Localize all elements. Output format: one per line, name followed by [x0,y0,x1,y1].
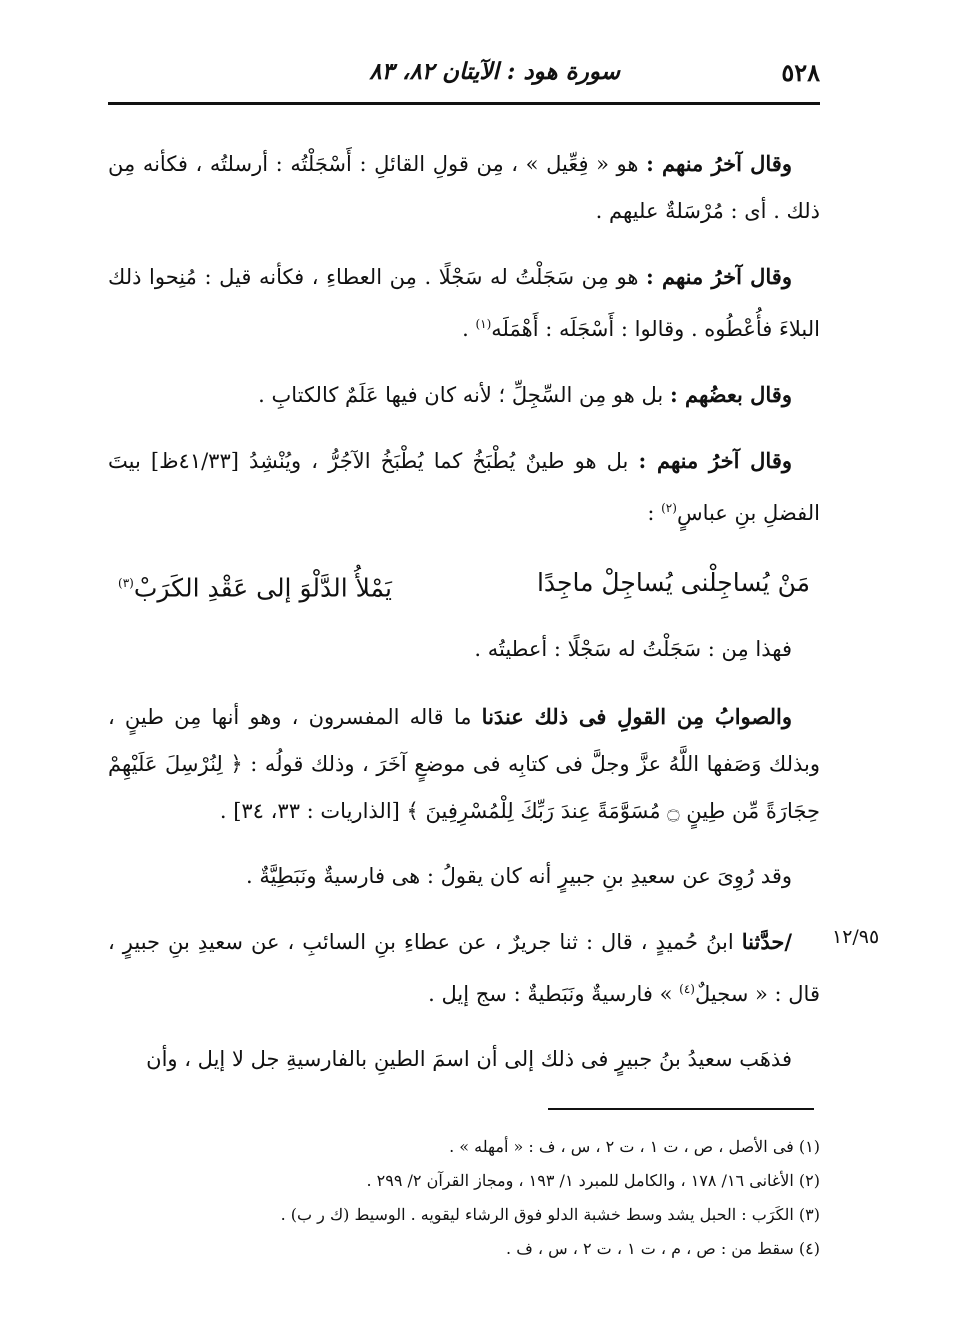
paragraph-text: بل هو طينٌ يُطْبَخُ كما يُطْبَخُ الآجُرُّ ، ويُنْشِدُ [٤١/٣٣ظ] بيتَ الفضلِ بنِ عباسٍ [108,449,820,525]
footnote-3: (٣) الكَرَب : الحبل يشد وسط خشبة الدلو فوق الرشاء ليقويه . الوسيط (ك ر ب) . [280,1205,820,1224]
paragraph-tail: » فارسيةٌ ونَبَطيةٌ : سج إيل . [428,982,680,1007]
paragraph-text: وقد رُوِىَ عن سعيدِ بنِ جبيرٍ أنه كان يقولُ : هى فارسيةٌ ونَبَطِيَّةٌ . [246,864,792,889]
paragraph-text: ما قاله المفسرون ، وهو أنها مِن طينٍ ، وبذلك وَصَفها اللَّهُ عزَّ وجلَّ فى كتابِه فى موضعٍ آخَرَ ، وذلك قولُه : ﴿ لِنُرْسِلَ عَلَيْهِمْ حِجَارَةً مِّن طِينٍ ۝ مُسَوَّمَةً عِندَ رَبِّكَ لِلْمُسْرِفِينَ ﴾ [الذاريات : ٣٣، ٣٤] . [108,705,820,824]
poetry-verse [108,555,820,616]
verse-hemistich-1: مَنْ يُساجِلْنى يُساجِلْ ماجِدًا [536,568,810,597]
paragraph-lead: وقال آخرُ منهم : [638,448,793,473]
paragraph-text: هو « فِعِّيل » ، مِن قولِ القائلِ : أَسْجَلْتُه : أرسلتُه ، فكأنه مِن ذلك . أى : مُرْسَلةٌ عليهم . [108,152,820,223]
paragraph-2 [108,253,820,353]
footnotes [200,1130,820,1266]
paragraph-lead: وقال آخرُ منهم : [646,151,792,176]
verse-hemistich-2-text: يَمْلأُ الدَّلْوَ إلى عَقْدِ الكَرَبْ [133,573,392,603]
paragraph-1 [108,140,820,235]
paragraph-text: ابنُ حُميدٍ ، قال : ثنا جريرٌ ، عن عطاءِ بنِ السائبِ ، عن سعيدِ بنِ جبيرٍ ، قال : « سجيلٌ [108,930,820,1007]
paragraph-8 [108,1036,820,1083]
footnote-marker: (٢) [661,501,677,515]
page-number: ٥٢٨ [781,58,820,87]
running-title: سورة هود : الآيتان ٨٢، ٨٣ [369,58,620,85]
paragraph-lead: وقال بعضُهم : [669,382,792,407]
after-verse-line: فهذا مِن : سَجَلْتُ له سَجْلًا : أعطيتُه . [474,637,792,662]
paragraph-7 [108,918,820,1018]
paragraph-5 [108,693,820,835]
footnote-rule [548,1108,814,1110]
paragraph-tail: . [462,317,476,341]
paragraph-tail: : [647,501,662,525]
paragraph-text: فذهَب سعيدُ بنُ جبيرٍ فى ذلك إلى أن اسمَ الطينِ بالفارسيةِ جل لا إيل ، وأن [146,1047,792,1072]
footnote-marker: (٤) [679,982,695,997]
paragraph-lead: وقال آخرُ منهم : [646,264,792,289]
paragraph-text: هو مِن سَجَلْتُ له سَجْلًا . مِن العطاءِ ، فكأنه قيل : مُنِحوا ذلك البلاءَ فأُعْطُوه . وقالوا : أَسْجَلَه : أَهْمَلَه [108,265,820,341]
paragraph-3 [108,371,820,419]
page-header [108,58,820,98]
footnote-marker: (١) [475,317,492,331]
footnote-4: (٤) سقط من : ص ، م ، ت ١ ، ت ٢ ، س ، ف . [506,1239,820,1258]
footnote-2: (٢) الأغانى ١٦/ ١٧٨ ، والكامل للمبرد ١/ ١٩٣ ، ومجاز القرآن ٢/ ٢٩٩ . [366,1171,820,1190]
footnote-marker: (٣) [118,576,134,590]
body-text [108,140,820,1101]
paragraph-lead: والصوابُ مِن القولِ فى ذلك عندَنا [481,704,792,730]
paragraph-6 [108,853,820,900]
footnote-1: (١) فى الأصل ، ص ، ت ١ ، ت ٢ ، س ، ف : « أمهله » . [449,1137,820,1156]
paragraph-text: بل هو مِن السِّجِلِّ ؛ لأنه كان فيها عَلَمٌ كالكتابِ . [258,383,670,407]
margin-reference: ١٢/٩٥ [832,926,880,948]
header-rule [108,102,820,105]
paragraph-4 [108,437,820,537]
paragraph-lead: /حدَّثنا [741,929,792,955]
verse-hemistich-2 [118,555,392,616]
